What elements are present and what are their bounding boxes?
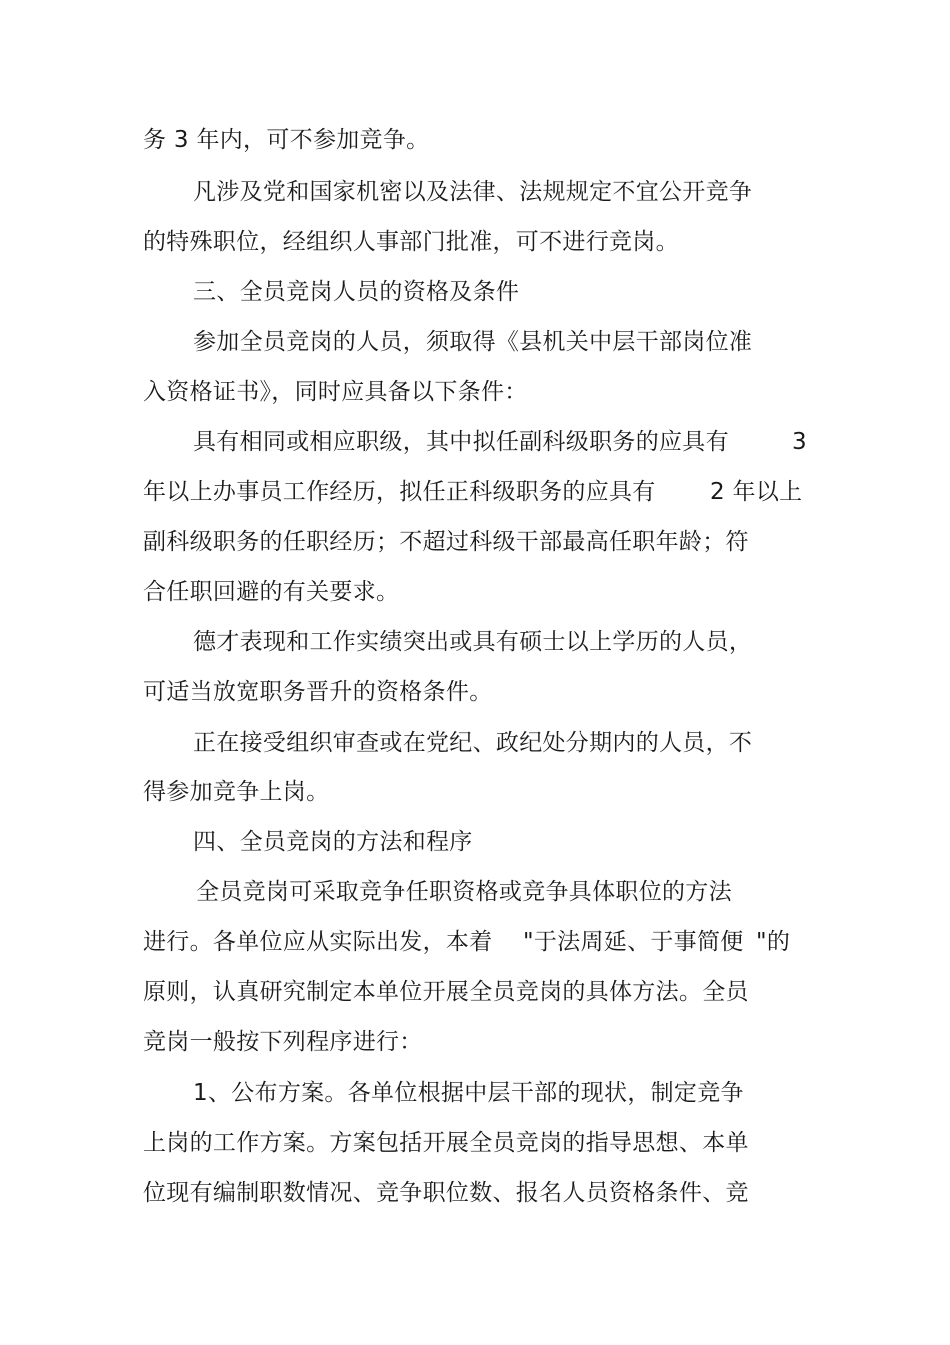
text-line-17-tail: "的: [756, 929, 791, 955]
text-line-19: 竞岗一般按下列程序进行：: [143, 1029, 423, 1055]
text-line-10: 合任职回避的有关要求。: [143, 579, 400, 605]
text-line-9: 副科级职务的任职经历；不超过科级干部最高任职年龄；符: [143, 529, 749, 555]
text-line-17-quote: "于法周延、于事简便: [523, 929, 744, 955]
text-line-11: 德才表现和工作实绩突出或具有硕士以上学历的人员，: [193, 629, 753, 655]
text-line-6: 入资格证书》，同时应具备以下条件：: [143, 379, 528, 405]
section-heading-4: 四、全员竞岗的方法和程序: [193, 829, 473, 855]
text-line-14: 得参加竞争上岗。: [143, 779, 330, 805]
text-line-18: 原则，认真研究制定本单位开展全员竞岗的具体方法。全员: [143, 979, 749, 1005]
section-heading-3: 三、全员竞岗人员的资格及条件: [193, 279, 520, 305]
text-line-13: 正在接受组织审查或在党纪、政纪处分期内的人员，不: [193, 730, 753, 756]
text-line-12: 可适当放宽职务晋升的资格条件。: [143, 679, 493, 705]
text-line-17: 进行。各单位应从实际出发，本着: [143, 929, 493, 955]
text-line-7-number: 3: [792, 429, 807, 455]
text-line-20: 1、公布方案。各单位根据中层干部的现状，制定竞争: [193, 1080, 744, 1106]
text-line-7: 具有相同或相应职级，其中拟任副科级职务的应具有: [193, 429, 729, 455]
text-line-5: 参加全员竞岗的人员，须取得《县机关中层干部岗位准: [193, 329, 753, 355]
text-line-21: 上岗的工作方案。方案包括开展全员竞岗的指导思想、本单: [143, 1130, 749, 1156]
text-line-8-tail: 2 年以上: [710, 479, 803, 505]
text-line-8: 年以上办事员工作经历，拟任正科级职务的应具有: [143, 479, 656, 505]
text-line-22: 位现有编制职数情况、竞争职位数、报名人员资格条件、竞: [143, 1180, 749, 1206]
text-line-1: 务 3 年内，可不参加竞争。: [143, 127, 430, 153]
text-line-2: 凡涉及党和国家机密以及法律、法规规定不宜公开竞争: [193, 179, 753, 205]
text-line-3: 的特殊职位，经组织人事部门批准，可不进行竞岗。: [143, 229, 679, 255]
text-line-16: 全员竞岗可采取竞争任职资格或竞争具体职位的方法: [196, 879, 732, 905]
